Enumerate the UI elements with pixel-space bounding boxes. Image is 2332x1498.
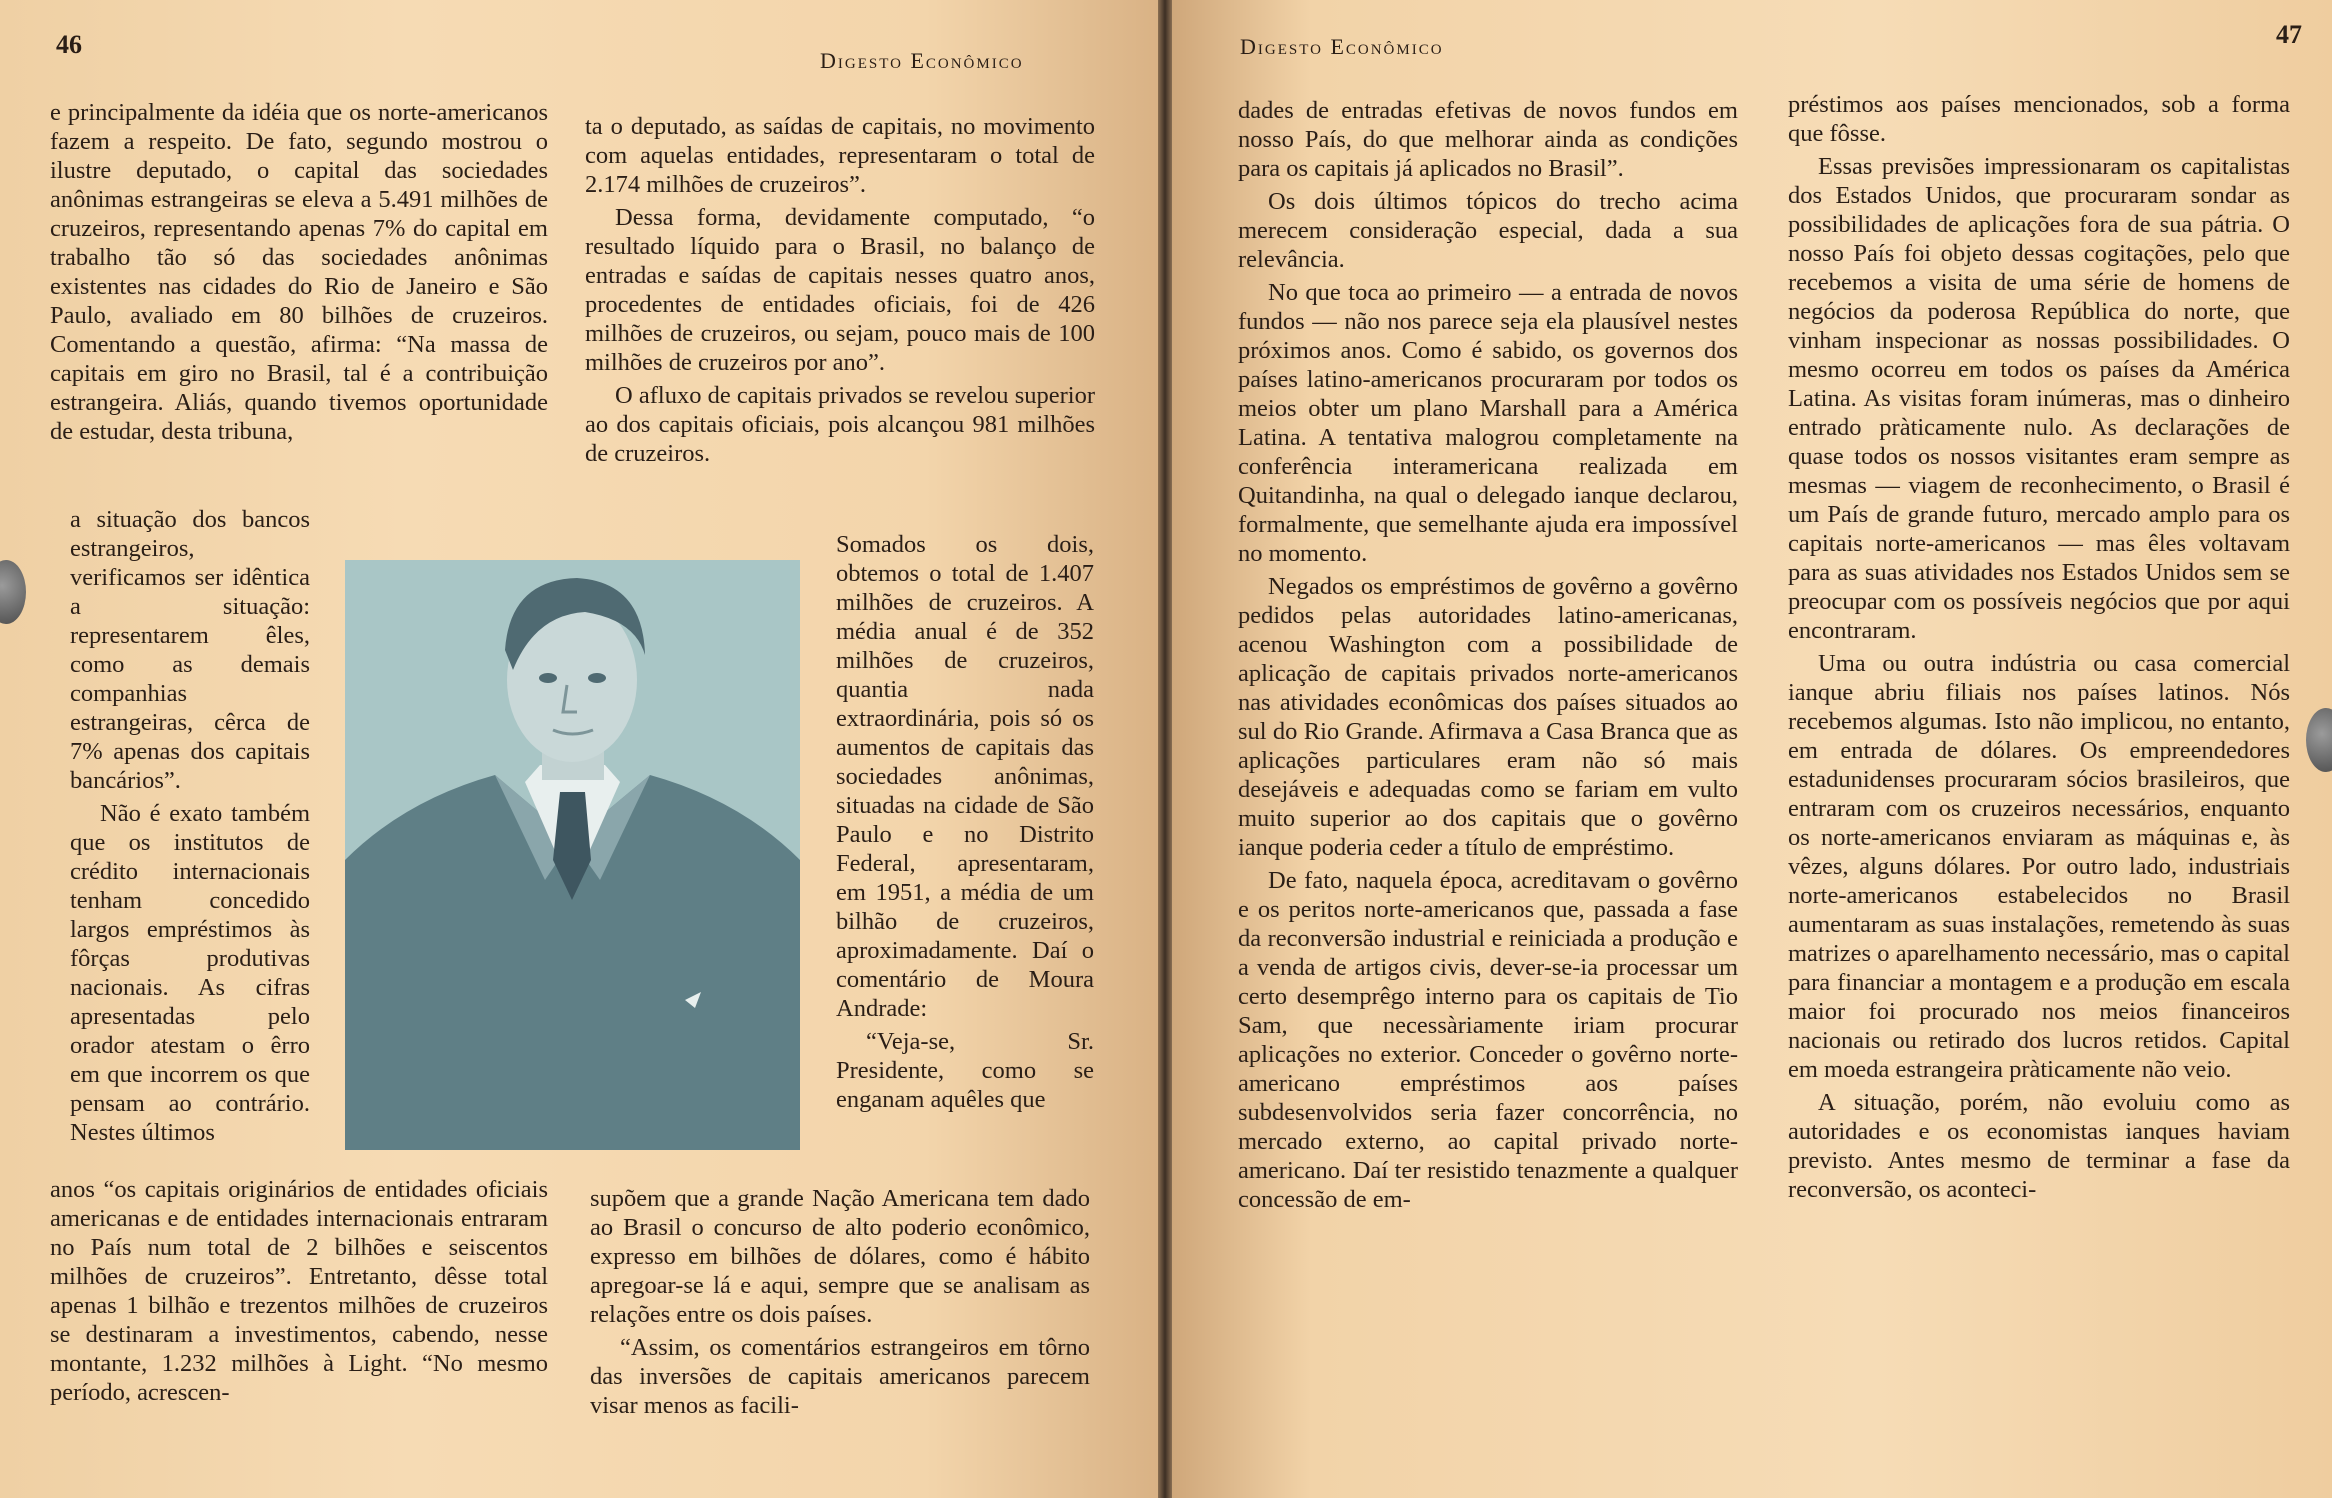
paragraph: supõem que a grande Nação Americana tem dado ao Brasil o concurso de alto poderio econômico, expresso em bilhões de dólares, como é hábito apregoar-se lá e aqui, sempre que se analisam as relações entre os dois países.: [590, 1185, 1090, 1328]
paragraph: A situação, porém, não evoluiu como as autoridades e os economistas ianques haviam previsto. Antes mesmo de terminar a fase da reconversão, os aconteci-: [1788, 1089, 2290, 1203]
paragraph: De fato, naquela época, acreditavam o govêrno e os peritos norte-americanos que, passada a fase da reconversão industrial e reiniciada a produção e a venda de artigos civis, dever-se-ia processar um certo desemprêgo interno para os capitais de Tio Sam, que necessàriamente iriam procurar aplicações no exterior. Conceder o govêrno norte-americano empréstimos aos países subdesenvolvidos seria fazer concorrência, no mercado externo, ao capital privado norte-americano. Daí ter resistido tenazmente a qualquer concessão de em-: [1238, 867, 1738, 1213]
paragraph: Os dois últimos tópicos do trecho acima merecem consideração especial, dada a sua relevância.: [1238, 188, 1738, 273]
left-col1-narrow: [70, 505, 310, 1147]
paragraph: Essas previsões impressionaram os capitalistas dos Estados Unidos, que procuraram sondar as possibilidades de aplicações fora de sua pátria. O nosso País foi objeto dessas cogitações, pelo que recebemos a visita de uma série de homens de negócios da poderosa República do norte, que vinham inspecionar as nossas possibilidades. O mesmo ocorreu em todos os países da América Latina. As visitas foram inúmeras, mas o dinheiro entrado pràticamente nulo. As declarações de quase todos os nossos visitantes eram sempre as mesmas — viagem de reconhecimento, o Brasil é um País de grande futuro, mercado amplo para os capitais norte-americanos — mas êles voltavam para as suas atividades nos Estados Unidos sem se preocupar com os possíveis negócios que por aqui encontraram.: [1788, 153, 2290, 644]
paragraph: No que toca ao primeiro — a entrada de novos fundos — não nos parece seja ela plausível nestes próximos anos. Como é sabido, os governos dos países latino-americanos procuraram por todos os meios obter um plano Marshall para a América Latina. A tentativa malogrou completamente na conferência interamericana realizada em Quitandinha, na qual o delegado ianque declarou, formalmente, que semelhante ajuda era impossível no momento.: [1238, 279, 1738, 567]
paragraph: e principalmente da idéia que os norte-americanos fazem a respeito. De fato, segundo mostrou o ilustre deputado, o capital das sociedades anônimas estrangeiras se eleva a 5.491 milhões de cruzeiros, representando apenas 7% do capital em trabalho tão só das sociedades anônimas existentes nas cidades do Rio de Janeiro e São Paulo, avaliado em 80 bilhões de cruzeiros. Comentando a questão, afirma: “Na massa de capitais em giro no Brasil, tal é a contribuição estrangeira. Aliás, quando tivemos oportunidade de estudar, desta tribuna,: [50, 99, 548, 445]
page-gutter: [1158, 0, 1172, 1498]
paragraph: anos “os capitais originários de entidades oficiais americanas e de entidades internacionais entraram no País num total de 2 bilhões e seiscentos milhões de cruzeiros”. Entretanto, dêsse total apenas 1 bilhão e trezentos milhões de cruzeiros se destinaram a investimentos, cabendo, nesse montante, 1.232 milhões à Light. “No mesmo período, acrescen-: [50, 1176, 548, 1406]
right-page: [1172, 0, 2332, 1498]
paragraph: Dessa forma, devidamente computado, “o resultado líquido para o Brasil, no balanço de entradas e saídas de capitais nesses quatro anos, procedentes de entidades oficiais, foi de 426 milhões de cruzeiros, ou sejam, pouco mais de 100 milhões de cruzeiros por ano”.: [585, 204, 1095, 376]
page-number: 47: [2276, 20, 2302, 49]
paragraph: dades de entradas efetivas de novos fundos em nosso País, do que melhorar ainda as condições para os capitais já aplicados no Brasil”.: [1238, 97, 1738, 182]
left-col2-bottom: [590, 1184, 1090, 1420]
paragraph: “Veja-se, Sr. Presidente, como se enganam aquêles que: [836, 1028, 1094, 1113]
left-col1-top: [50, 98, 548, 446]
paragraph: Somados os dois, obtemos o total de 1.407 milhões de cruzeiros. A média anual é de 352 milhões de cruzeiros, quantia nada extraordinária, pois só os aumentos de capitais das sociedades anônimas, situadas na cidade de São Paulo e no Distrito Federal, apresentaram, em 1951, a média de um bilhão de cruzeiros, aproximadamente. Daí o comentário de Moura Andrade:: [836, 531, 1094, 1022]
left-col2-top: [585, 112, 1095, 468]
left-col2-narrow: [836, 530, 1094, 1114]
binder-hole: [0, 560, 26, 624]
page-number: 46: [56, 30, 82, 59]
left-page: [0, 0, 1158, 1498]
running-head: Digesto Econômico: [820, 48, 1024, 73]
paragraph: Negados os empréstimos de govêrno a govêrno pedidos pelas autoridades latino-americanas, acenou Washington com a possibilidade de aplicação de capitais privados norte-americanos nas atividades econômicas dos países situados ao sul do Rio Grande. Afirmava a Casa Branca que as aplicações particulares eram não só mais desejáveis e adequadas como se fariam em vulto muito superior ao dos capitais que o govêrno ianque poderia ceder a título de empréstimo.: [1238, 573, 1738, 861]
left-col1-bottom: [50, 1175, 548, 1407]
right-col1: [1238, 96, 1738, 1214]
paragraph: a situação dos bancos estrangeiros, verificamos ser idêntica a situação: representarem êles, como as demais companhias estrangeiras, cêrca de 7% apenas dos capitais bancários”.: [70, 506, 310, 794]
paragraph: Não é exato também que os institutos de crédito internacionais tenham concedido largos empréstimos às fôrças produtivas nacionais. As cifras apresentadas pelo orador atestam o êrro em que incorrem os que pensam ao contrário. Nestes últimos: [70, 800, 310, 1146]
paragraph: Uma ou outra indústria ou casa comercial ianque abriu filiais nos países latinos. Nós recebemos algumas. Isto não implicou, no entanto, em entrada de dólares. Os empreendedores estadunidenses procuraram sócios brasileiros, que entraram com os cruzeiros necessários, enquanto os norte-americanos enviaram as máquinas e, às vêzes, alguns dólares. Por outro lado, industriais norte-americanos estabelecidos no Brasil aumentaram as suas instalações, remetendo às suas matrizes o aparelhamento necessário, mas o capital para financiar a montagem e a produção em escala maior foi procurado nos meios financeiros nacionais ou retirado dos lucros retidos. Capital em moeda estrangeira pràticamente não veio.: [1788, 650, 2290, 1083]
running-head: Digesto Econômico: [1240, 34, 1444, 59]
paragraph: O afluxo de capitais privados se revelou superior ao dos capitais oficiais, pois alcançou 981 milhões de cruzeiros.: [585, 382, 1095, 467]
binder-hole: [2306, 708, 2332, 772]
paragraph: “Assim, os comentários estrangeiros em tôrno das inversões de capitais americanos parecem visar menos as facili-: [590, 1334, 1090, 1419]
portrait-man-icon: [345, 560, 800, 1150]
portrait-photo: [345, 560, 800, 1150]
paragraph: ta o deputado, as saídas de capitais, no movimento com aquelas entidades, representaram o total de 2.174 milhões de cruzeiros”.: [585, 113, 1095, 198]
right-col2: [1788, 90, 2290, 1204]
paragraph: préstimos aos países mencionados, sob a forma que fôsse.: [1788, 91, 2290, 147]
